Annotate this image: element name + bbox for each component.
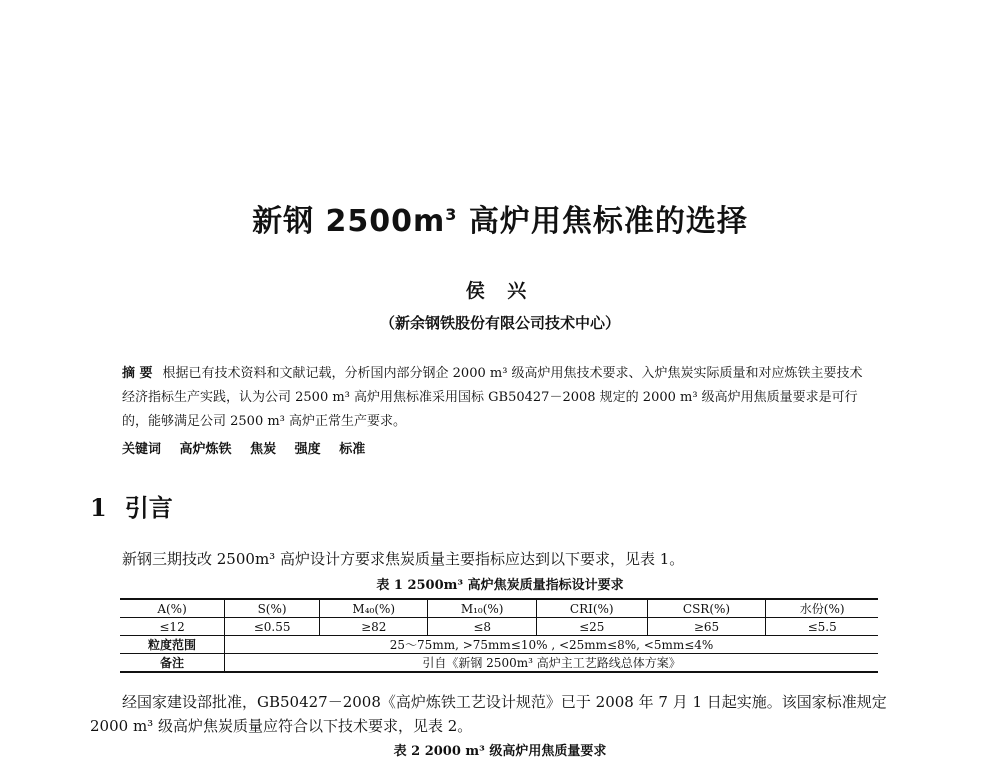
table-cell: ≤8 — [428, 618, 536, 636]
table-cell: ≤12 — [120, 618, 225, 636]
paragraph: 新钢三期技改 2500m³ 高炉设计方要求焦炭质量主要指标应达到以下要求，见表 1。 — [122, 550, 685, 568]
abstract — [122, 362, 872, 434]
abstract-label: 摘 要 — [122, 366, 153, 381]
abstract-text: 根据已有技术资料和文献记载，分析国内部分钢企 2000 m³ 级高炉用焦技术要求、入炉焦炭实际质量和对应炼铁主要技术经济指标生产实践，认为公司 2500 m³ 高炉用焦标准采用国标 GB50427－2008 规定的 2000 m³ 级高炉用焦质量要求是可行的，能够满足公司 2500 m³ 高炉正常生产要求。 — [122, 366, 863, 429]
size-range-label: 粒度范围 — [120, 636, 225, 654]
table-header-row — [120, 599, 878, 618]
table2-caption: 表 2 2000 m³ 级高炉用焦质量要求 — [393, 744, 607, 759]
table-header-cell: M₁₀(%) — [428, 599, 536, 618]
note-label: 备注 — [120, 654, 225, 673]
author-affiliation: （新余钢铁股份有限公司技术中心） — [379, 314, 620, 332]
table-cell: ≤5.5 — [766, 618, 878, 636]
section-title: 引言 — [124, 494, 173, 522]
table-cell: ≤25 — [536, 618, 647, 636]
table-cell: ≥82 — [320, 618, 428, 636]
table-header-cell: CRI(%) — [536, 599, 647, 618]
section-heading — [90, 488, 173, 523]
table-row — [120, 654, 878, 673]
size-range-value: 25～75mm, >75mm≤10% , <25mm≤8%, <5mm≤4% — [225, 636, 878, 654]
table-header-cell: S(%) — [225, 599, 320, 618]
table1-caption: 表 1 2500m³ 高炉焦炭质量指标设计要求 — [376, 578, 624, 593]
section-number: 1 — [90, 493, 107, 522]
note-value: 引自《新钢 2500m³ 高炉主工艺路线总体方案》 — [225, 654, 878, 673]
keyword-item: 强度 — [294, 442, 321, 457]
keywords-label: 关键词 — [122, 442, 162, 457]
keyword-item: 焦炭 — [250, 442, 277, 457]
keywords — [122, 438, 872, 457]
table-header-cell: CSR(%) — [647, 599, 766, 618]
table-row — [120, 618, 878, 636]
table1 — [120, 598, 878, 673]
keyword-item: 标准 — [339, 442, 366, 457]
table-header-cell: A(%) — [120, 599, 225, 618]
author-name: 侯 兴 — [465, 280, 535, 302]
table-cell: ≤0.55 — [225, 618, 320, 636]
paragraph: 经国家建设部批准，GB50427－2008《高炉炼铁工艺设计规范》已于 2008 年 7 月 1 日起实施。该国家标准规定 2000 m³ 级高炉焦炭质量应符合以下技术要求，见表 2。 — [90, 693, 887, 735]
table-row — [120, 636, 878, 654]
keyword-item: 高炉炼铁 — [179, 442, 232, 457]
table-cell: ≥65 — [647, 618, 766, 636]
table-header-cell: 水份(%) — [766, 599, 878, 618]
paper-title: 新钢 $2500m^3$ 高炉用焦标准的选择 — [252, 204, 748, 239]
table-header-cell: M₄₀(%) — [320, 599, 428, 618]
